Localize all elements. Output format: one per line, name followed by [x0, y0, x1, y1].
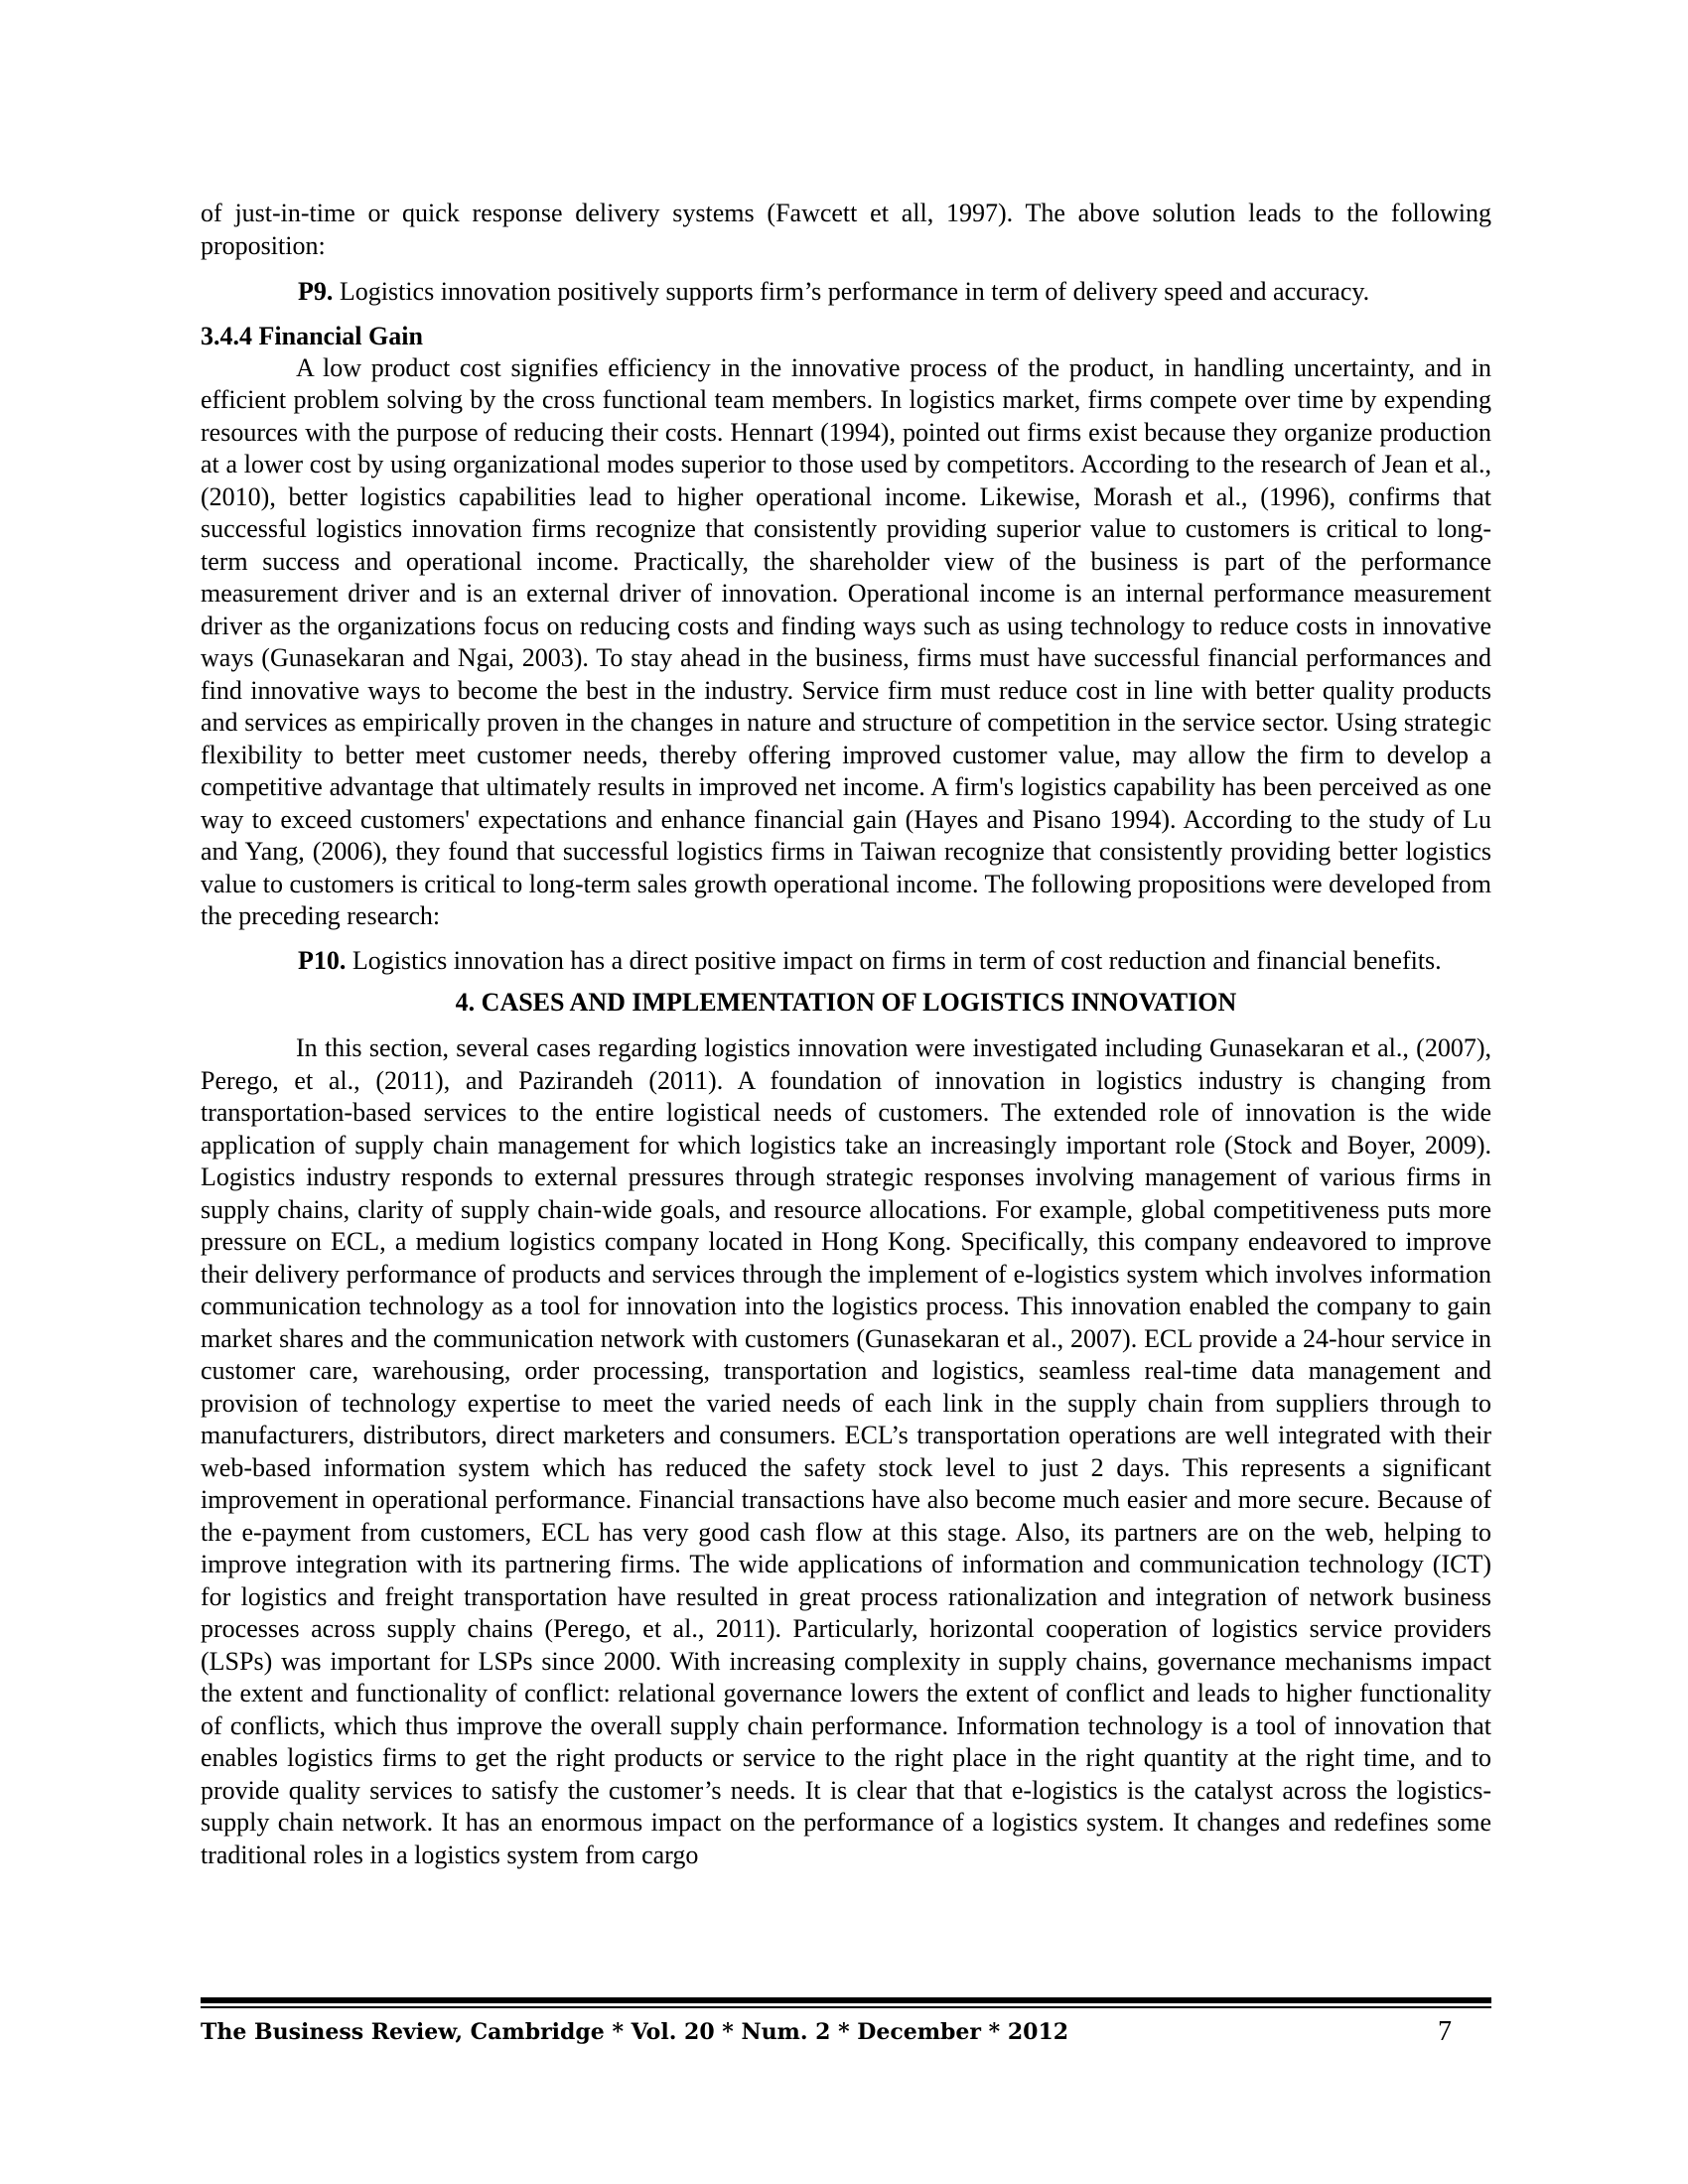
proposition-p10	[201, 945, 1491, 978]
page-body	[201, 198, 1491, 1871]
footer-rule-thin	[201, 2006, 1491, 2008]
page-number: 7	[1438, 2016, 1452, 2047]
proposition-p10-id: P10.	[298, 945, 347, 975]
section-heading-financial-gain: 3.4.4 Financial Gain	[201, 321, 423, 350]
proposition-p9-id: P9.	[298, 277, 334, 306]
journal-citation: The Business Review, Cambridge * Vol. 20 * Num. 2 * December * 2012	[201, 2019, 1069, 2045]
cases-paragraph: In this section, several cases regarding logistics innovation were investigated including Gunasekaran et al., (2007), Perego, et al., (2011), and Pazirandeh (2011). A foundation of innovation in logistics industry is changing from transportation-based services to the entire logistical needs of customers. The extended role of innovation is the wide application of supply chain management for which logistics take an increasingly important role (Stock and Boyer, 2009). Logistics industry responds to external pressures through strategic responses involving management of various firms in supply chains, clarity of supply chain-wide goals, and resource allocations. For example, global competitiveness puts more pressure on ECL, a medium logistics company located in Hong Kong. Specifically, this company endeavored to improve their delivery performance of products and services through the implement of e-logistics system which involves information communication technology as a tool for innovation into the logistics process. This innovation enabled the company to gain market shares and the communication network with customers (Gunasekaran et al., 2007). ECL provide a 24-hour service in customer care, warehousing, order processing, transportation and logistics, seamless real-time data management and provision of technology expertise to meet the varied needs of each link in the supply chain from suppliers through to manufacturers, distributors, direct marketers and consumers. ECL’s transportation operations are well integrated with their web-based information system which has reduced the safety stock level to just 2 days. This represents a significant improvement in operational performance. Financial transactions have also become much easier and more secure. Because of the e-payment from customers, ECL has very good cash flow at this stage. Also, its partners are on the web, helping to improve integration with its partnering firms. The wide applications of information and communication technology (ICT) for logistics and freight transportation have resulted in great process rationalization and integration of network business processes across supply chains (Perego, et al., 2011). Particularly, horizontal cooperation of logistics service providers (LSPs) was important for LSPs since 2000. With increasing complexity in supply chains, governance mechanisms impact the extent and functionality of conflict: relational governance lowers the extent of conflict and leads to higher functionality of conflicts, which thus improve the overall supply chain performance. Information technology is a tool of innovation that enables logistics firms to get the right products or service to the right place in the right quantity at the right time, and to provide quality services to satisfy the customer’s needs. It is clear that that e-logistics is the catalyst across the logistics-supply chain network. It has an enormous impact on the performance of a logistics system. It changes and redefines some traditional roles in a logistics system from cargo	[201, 1033, 1491, 1869]
proposition-p10-text: Logistics innovation has a direct positive impact on firms in term of cost reduction and financial benefits.	[346, 945, 1442, 975]
proposition-p9	[201, 276, 1491, 309]
proposition-p9-text: Logistics innovation positively supports firm’s performance in term of delivery speed and accuracy.	[333, 277, 1370, 306]
financial-gain-paragraph: A low product cost signifies efficiency in the innovative process of the product, in handling uncertainty, and in efficient problem solving by the cross functional team members. In logistics market, firms compete over time by expending resources with the purpose of reducing their costs. Hennart (1994), pointed out firms exist because they organize production at a lower cost by using organizational modes superior to those used by competitors. According to the research of Jean et al., (2010), better logistics capabilities lead to higher operational income. Likewise, Morash et al., (1996), confirms that successful logistics innovation firms recognize that consistently providing superior value to customers is critical to long-term success and operational income. Practically, the shareholder view of the business is part of the performance measurement driver and is an external driver of innovation. Operational income is an internal performance measurement driver as the organizations focus on reducing costs and finding ways such as using technology to reduce costs in innovative ways (Gunasekaran and Ngai, 2003). To stay ahead in the business, firms must have successful financial performances and find innovative ways to become the best in the industry. Service firm must reduce cost in line with better quality products and services as empirically proven in the changes in nature and structure of competition in the service sector. Using strategic flexibility to better meet customer needs, thereby offering improved customer value, may allow the firm to develop a competitive advantage that ultimately results in improved net income. A firm's logistics capability has been perceived as one way to exceed customers' expectations and enhance financial gain (Hayes and Pisano 1994). According to the study of Lu and Yang, (2006), they found that successful logistics firms in Taiwan recognize that consistently providing better logistics value to customers is critical to long-term sales growth operational income. The following propositions were developed from the preceding research:	[201, 352, 1491, 930]
page-footer	[201, 2017, 1452, 2047]
intro-continuation: of just-in-time or quick response delivery systems (Fawcett et all, 1997). The above solution leads to the following proposition:	[201, 199, 1491, 260]
footer-rule-thick	[201, 1997, 1491, 2003]
section-heading-cases: 4. CASES AND IMPLEMENTATION OF LOGISTICS INNOVATION	[455, 988, 1237, 1017]
